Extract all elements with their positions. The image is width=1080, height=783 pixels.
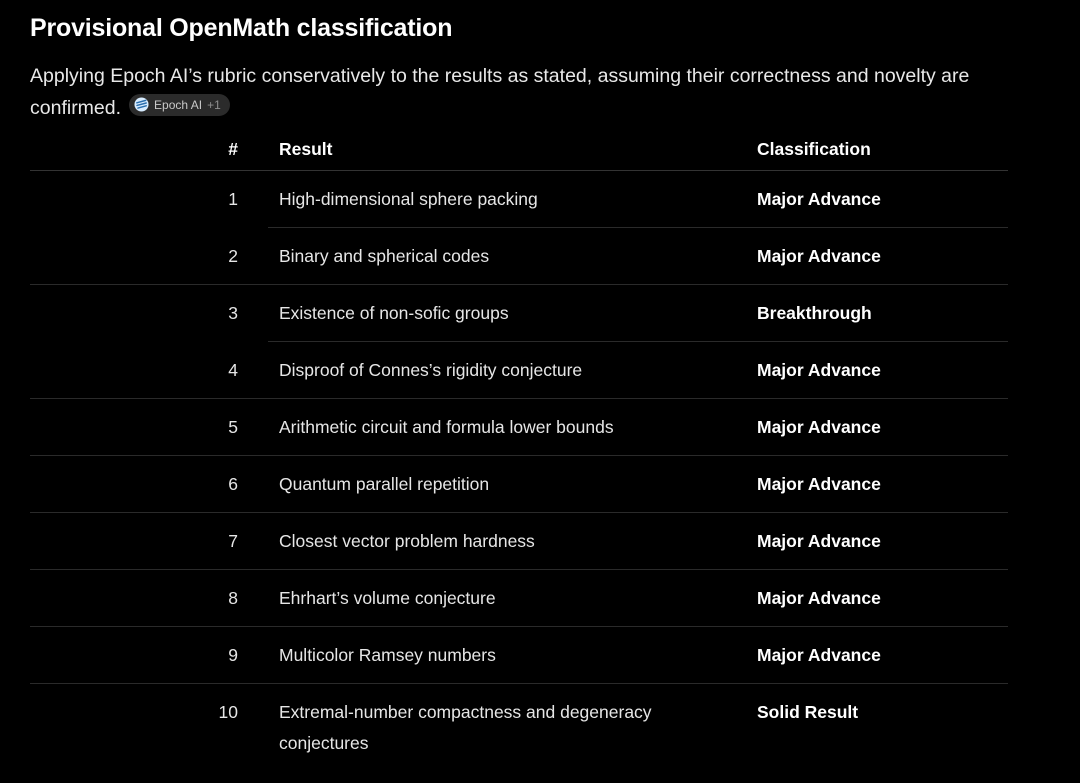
row-result: Arithmetic circuit and formula lower bounds bbox=[279, 417, 614, 437]
row-result: Disproof of Connes’s rigidity conjecture bbox=[279, 360, 583, 380]
row-number: 1 bbox=[228, 189, 238, 209]
row-result: Existence of non-sofic groups bbox=[279, 303, 509, 323]
row-number: 6 bbox=[228, 474, 238, 494]
classification-table bbox=[30, 128, 1008, 772]
row-classification: Major Advance bbox=[757, 645, 881, 665]
row-result: Ehrhart’s volume conjecture bbox=[279, 588, 496, 608]
row-classification: Major Advance bbox=[757, 246, 881, 266]
row-classification: Major Advance bbox=[757, 531, 881, 551]
column-header-result: Result bbox=[279, 139, 333, 159]
row-number: 8 bbox=[228, 588, 238, 608]
row-result: Binary and spherical codes bbox=[279, 246, 490, 266]
row-result: Quantum parallel repetition bbox=[279, 474, 490, 494]
row-number: 5 bbox=[228, 417, 238, 437]
row-number: 3 bbox=[228, 303, 238, 323]
row-classification: Major Advance bbox=[757, 360, 881, 380]
table-row bbox=[30, 513, 1008, 570]
intro-paragraph bbox=[30, 60, 1040, 124]
epoch-ai-logo-icon bbox=[134, 97, 149, 112]
row-number: 10 bbox=[218, 702, 238, 722]
row-number: 2 bbox=[228, 246, 238, 266]
table-body bbox=[30, 171, 1008, 772]
row-classification: Major Advance bbox=[757, 417, 881, 437]
row-result: Multicolor Ramsey numbers bbox=[279, 645, 496, 665]
column-header-number: # bbox=[228, 139, 238, 159]
row-classification: Solid Result bbox=[757, 702, 859, 722]
row-number: 4 bbox=[228, 360, 238, 380]
table-row bbox=[30, 684, 1008, 772]
table-header-row bbox=[30, 128, 1008, 171]
table-row bbox=[30, 285, 1008, 342]
table-row bbox=[30, 228, 1008, 285]
table-row bbox=[30, 171, 1008, 228]
column-header-classification: Classification bbox=[757, 139, 871, 159]
row-number: 9 bbox=[228, 645, 238, 665]
citation-pill[interactable] bbox=[129, 94, 230, 116]
row-classification: Major Advance bbox=[757, 588, 881, 608]
row-result: Extremal-number compactness and degeneracy conjectures bbox=[279, 702, 652, 753]
citation-label: Epoch AI bbox=[154, 97, 203, 112]
section-title: Provisional OpenMath classification bbox=[30, 14, 453, 42]
row-classification: Major Advance bbox=[757, 189, 881, 209]
row-classification: Breakthrough bbox=[757, 303, 872, 323]
intro-text: Applying Epoch AI’s rubric conservatively to the results as stated, assuming their correctness and novelty are confirmed. bbox=[30, 65, 970, 119]
row-number: 7 bbox=[228, 531, 238, 551]
row-classification: Major Advance bbox=[757, 474, 881, 494]
table-row bbox=[30, 342, 1008, 399]
table-row bbox=[30, 456, 1008, 513]
table-row bbox=[30, 627, 1008, 684]
row-result: High-dimensional sphere packing bbox=[279, 189, 538, 209]
row-result: Closest vector problem hardness bbox=[279, 531, 535, 551]
table-row bbox=[30, 570, 1008, 627]
table-row bbox=[30, 399, 1008, 456]
citation-extra-count: +1 bbox=[207, 97, 221, 112]
